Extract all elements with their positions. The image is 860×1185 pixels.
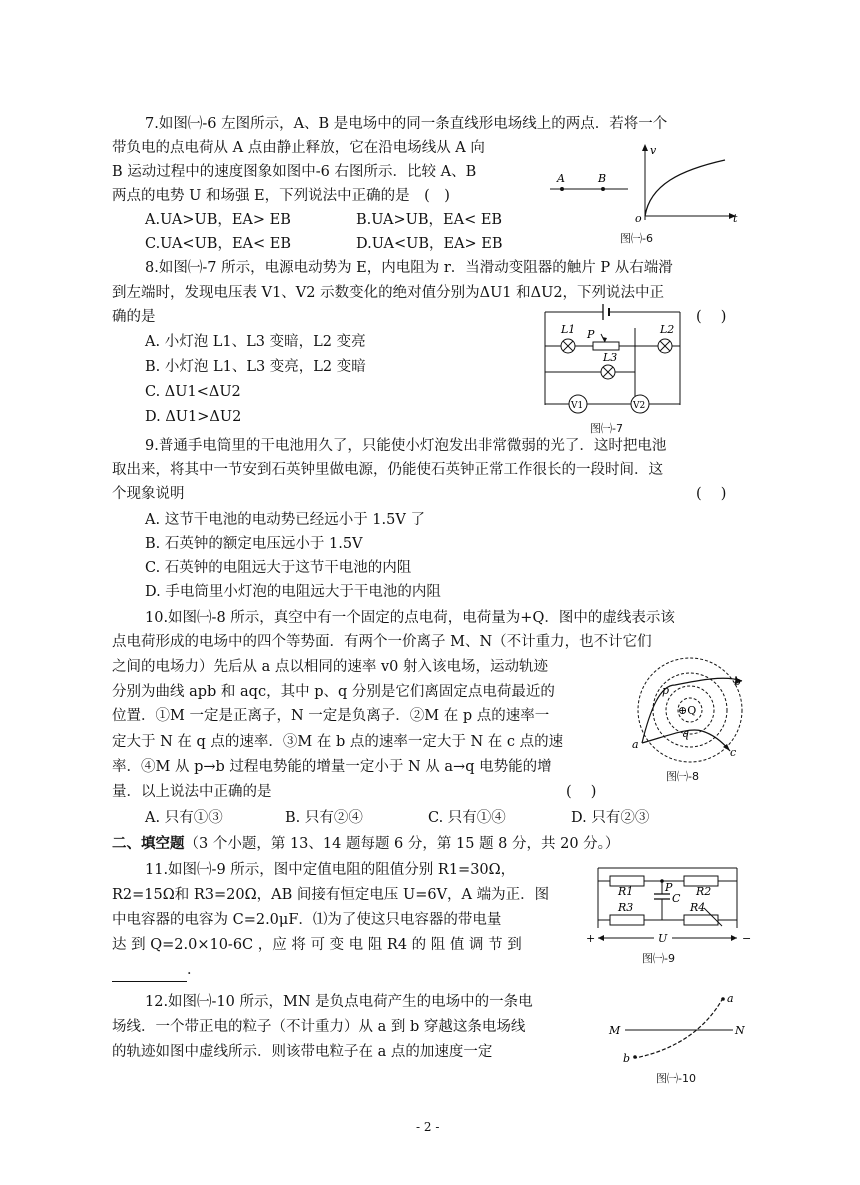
section-2-title: 二、填空题 xyxy=(112,835,185,852)
fig6-caption: 图㈠-6 xyxy=(620,232,653,245)
q7-line-1: 7.如图㈠-6 左图所示，A、B 是电场中的同一条直线形电场线上的两点．若将一个 xyxy=(145,116,668,132)
fig8-a: a xyxy=(632,738,639,751)
page-number: - 2 - xyxy=(416,1120,440,1134)
figure-1-10 xyxy=(605,990,755,1070)
q9-line-1: 9.普通手电筒里的干电池用久了，只能使小灯泡发出非常微弱的光了．这时把电池 xyxy=(145,438,667,454)
fig9-r4: R4 xyxy=(690,901,706,914)
q8-line-3: 确的是 xyxy=(112,309,156,325)
q10-line-8: 量．以上说法中正确的是 xyxy=(112,784,272,800)
q9-line-3: 个现象说明 xyxy=(112,486,185,502)
fig6-label-a: A xyxy=(557,172,565,185)
q9-option-d: D. 手电筒里小灯泡的电阻远大于干电池的内阻 xyxy=(145,584,441,600)
q10-line-2: 点电荷形成的电场中的四个等势面．有两个一价离子 M、N（不计重力，也不计它们 xyxy=(112,634,652,650)
q8-line-2: 到左端时，发现电压表 V1、V2 示数变化的绝对值分别为ΔU1 和ΔU2，下列说法中正 xyxy=(112,285,665,301)
q7-option-b: B.UA>UB，EA< EB xyxy=(356,212,503,228)
figure-1-7-circuit xyxy=(545,300,685,420)
fig6-axis-t: t xyxy=(733,212,738,225)
q11-line-5 xyxy=(112,958,202,982)
fig6-label-b: B xyxy=(598,172,607,185)
q9-paren: ( ) xyxy=(696,486,727,502)
fig9-u: U xyxy=(658,932,668,945)
figure-1-6 xyxy=(540,140,750,240)
fig9-caption: 图㈠-9 xyxy=(642,952,675,965)
fig10-a: a xyxy=(727,992,734,1005)
fig9-c: C xyxy=(672,892,681,905)
fig9-plus: + xyxy=(586,932,596,945)
fig7-caption: 图㈠-7 xyxy=(590,422,623,435)
q8-option-a: A. 小灯泡 L1、L3 变暗，L2 变亮 xyxy=(145,334,366,350)
fig10-n: N xyxy=(735,1024,745,1037)
q11-line-1: 11.如图㈠-9 所示，图中定值电阻的阻值分别 R1=30Ω， xyxy=(145,862,516,878)
q10-option-c: C. 只有①④ xyxy=(428,810,506,826)
fig9-r3: R3 xyxy=(618,901,634,914)
q9-line-2: 取出来，将其中一节安到石英钟里做电源，仍能使石英钟正常工作很长的一段时间．这 xyxy=(112,462,663,478)
q9-option-a: A. 这节干电池的电动势已经远小于 1.5V 了 xyxy=(145,512,425,528)
q7-option-d: D.UA<UB，EA> EB xyxy=(356,236,503,252)
q10-option-b: B. 只有②④ xyxy=(285,810,363,826)
q9-option-b: B. 石英钟的额定电压远小于 1.5V xyxy=(145,536,363,552)
q10-option-d: D. 只有②③ xyxy=(571,810,650,826)
fig7-l3: L3 xyxy=(603,351,618,364)
section-2-desc: （3 个小题，第 13、14 题每题 6 分，第 15 题 8 分，共 20 分。） xyxy=(184,836,620,852)
fig8-caption: 图㈠-8 xyxy=(666,770,699,783)
fig9-p: P xyxy=(665,881,673,894)
fig10-caption: 图㈠-10 xyxy=(656,1072,696,1085)
figure-1-8-equipotentials xyxy=(630,655,760,770)
q9-option-c: C. 石英钟的电阻远大于这节干电池的内阻 xyxy=(145,560,412,576)
fig7-l1: L1 xyxy=(561,323,576,336)
q7-line-4: 两点的电势 U 和场强 E，下列说法中正确的是 ( ) xyxy=(112,188,450,204)
q8-line-1: 8.如图㈠-7 所示，电源电动势为 E，内电阻为 r．当滑动变阻器的触片 P 从右端滑 xyxy=(145,260,673,276)
q7-option-a: A.UA>UB，EA> EB xyxy=(145,212,291,228)
fig8-q: q xyxy=(682,727,690,740)
q8-option-d: D. ΔU1>ΔU2 xyxy=(145,409,242,425)
q10-paren: ( ) xyxy=(566,784,597,800)
fig7-v2: V2 xyxy=(633,401,646,411)
q10-line-4: 分别为曲线 apb 和 aqc，其中 p、q 分别是它们离固定点电荷最近的 xyxy=(112,684,555,700)
section-2-heading xyxy=(112,832,619,856)
q7-line-2: 带负电的点电荷从 A 点由静止释放，它在沿电场线从 A 向 xyxy=(112,140,485,156)
q8-option-c: C. ΔU1<ΔU2 xyxy=(145,384,241,400)
q12-line-1: 12.如图㈠-10 所示，MN 是负点电荷产生的电场中的一条电 xyxy=(145,994,533,1010)
fig6-origin: o xyxy=(635,212,642,225)
fig8-b: b xyxy=(734,675,742,688)
q10-line-7: 率．④M 从 p→b 过程电势能的增量一定小于 N 从 a→q 电势能的增 xyxy=(112,759,552,775)
fig8-charge: ⊕Q xyxy=(678,704,697,717)
q11-line-3: 中电容器的电容为 C=2.0μF．⑴为了使这只电容器的带电量 xyxy=(112,912,502,928)
q11-line-5-end: ． xyxy=(187,962,202,978)
figure-1-9-circuit xyxy=(586,858,752,948)
fig9-minus: − xyxy=(742,932,752,945)
q8-option-b: B. 小灯泡 L1、L3 变亮，L2 变暗 xyxy=(145,359,366,375)
fig10-b: b xyxy=(623,1052,631,1065)
q7-line-3: B 运动过程中的速度图象如图中-6 右图所示．比较 A、B xyxy=(112,164,477,180)
q11-line-4: 达 到 Q=2.0×10-6C ，应 将 可 变 电 阻 R4 的 阻 值 调 节 到 xyxy=(112,937,522,953)
fig7-p: P xyxy=(587,328,595,341)
q11-line-2: R2=15Ω和 R3=20Ω，AB 间接有恒定电压 U=6V，A 端为正．图 xyxy=(112,887,550,903)
fig8-p: p xyxy=(662,684,670,697)
fig9-r2: R2 xyxy=(696,885,712,898)
q12-line-2: 场线．一个带正电的粒子（不计重力）从 a 到 b 穿越这条电场线 xyxy=(112,1019,526,1035)
q12-line-3: 的轨迹如图中虚线所示．则该带电粒子在 a 点的加速度一定 xyxy=(112,1044,493,1060)
fig7-v1: V1 xyxy=(571,401,584,411)
fig9-r1: R1 xyxy=(618,885,634,898)
q10-option-a: A. 只有①③ xyxy=(145,810,223,826)
q10-line-1: 10.如图㈠-8 所示，真空中有一个固定的点电荷，电荷量为+Q．图中的虚线表示该 xyxy=(145,610,675,626)
q10-line-6: 定大于 N 在 q 点的速率．③M 在 b 点的速率一定大于 N 在 c 点的速 xyxy=(112,734,564,750)
q10-line-3: 之间的电场力）先后从 a 点以相同的速率 v0 射入该电场，运动轨迹 xyxy=(112,659,548,675)
fig6-axis-v: v xyxy=(650,144,657,157)
fig7-l2: L2 xyxy=(660,323,675,336)
fig10-m: M xyxy=(609,1024,621,1037)
fig8-c: c xyxy=(730,746,737,759)
q11-answer-blank[interactable] xyxy=(112,965,187,982)
q8-paren: ( ) xyxy=(696,309,727,325)
q10-line-5: 位置．①M 一定是正离子，N 一定是负离子．②M 在 p 点的速率一 xyxy=(112,708,550,724)
q7-option-c: C.UA<UB，EA< EB xyxy=(145,236,292,252)
